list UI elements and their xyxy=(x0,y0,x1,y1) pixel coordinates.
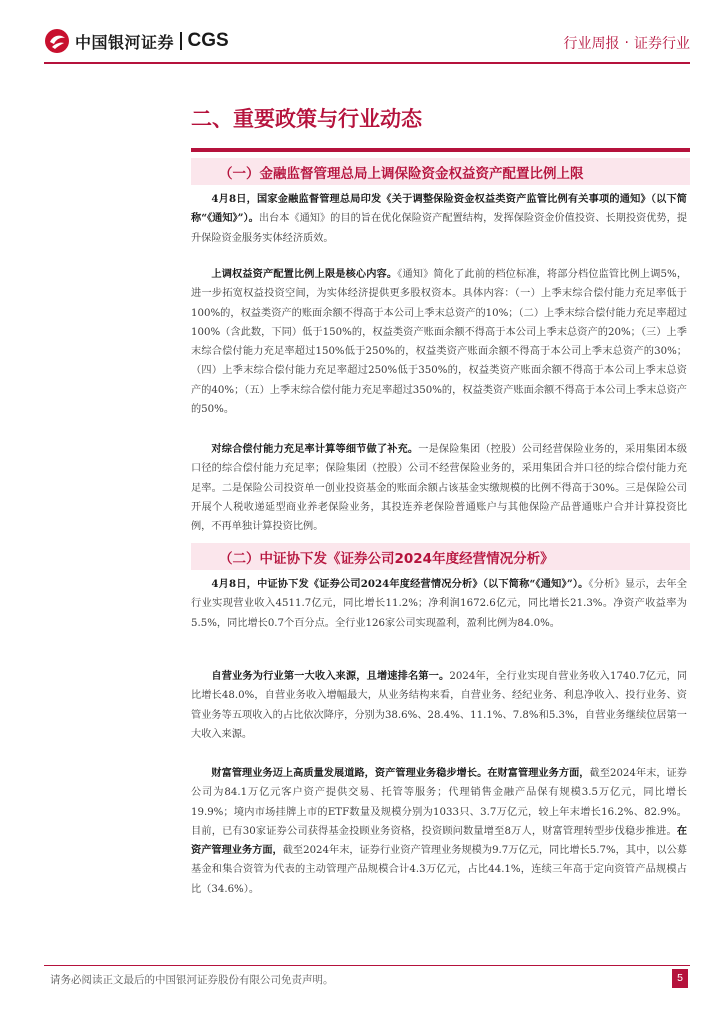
paragraph-lead: 上调权益资产配置比例上限是核心内容。 xyxy=(211,268,398,280)
category-separator: · xyxy=(624,35,629,51)
subsection-heading-text: （一）金融监督管理总局上调保险资金权益资产配置比例上限 xyxy=(219,165,584,182)
footer-disclaimer: 请务必阅读正文最后的中国银河证券股份有限公司免责声明。 xyxy=(50,974,334,986)
paragraph-lead: 对综合偿付能力充足率计算等细节做了补充。 xyxy=(211,443,419,455)
paragraph-body: 2024年，全行业实现自营业务收入1740.7亿元，同比增长48.0%，自营业务收入增幅最大，从业务结构来看，自营业务、经纪业务、利息净收入、投行业务、资管业务等五项收入的占比依次降序，分别为38.6%、28.4%、11.1%、7.8%和5.3%，自营业务继续位居第一大收入来源。 xyxy=(191,671,688,740)
paragraph-lead: 自营业务为行业第一大收入来源，且增速排名第一。 xyxy=(211,670,450,682)
paragraph-lead-secondary: 在资产管理业务方面， xyxy=(191,824,687,857)
paragraph-lead: 4月8日，国家金融监督管理总局印发《关于调整保险资金权益类资产监管比例有关事项的通知》（以下简称“《通知》”）。 xyxy=(191,193,687,225)
report-type: 行业周报 xyxy=(563,36,620,52)
paragraph xyxy=(191,575,687,633)
subsection-heading xyxy=(191,158,690,185)
paragraph xyxy=(191,265,687,419)
paragraph xyxy=(191,667,687,744)
page-header xyxy=(0,0,724,64)
company-logo xyxy=(44,26,229,56)
industry-name: 证券行业 xyxy=(634,36,690,52)
paragraph-body: 出台本《通知》的目的旨在优化保险资产配置结构，发挥保险资金价值投资、长期投资优势，提升保险资金服务实体经济质效。 xyxy=(191,213,688,244)
header-divider xyxy=(44,62,690,64)
paragraph-body: 《通知》简化了此前的档位标准，将部分档位监管比例上调5%，进一步拓宽权益投资空间，为实体经济提供更多股权资本。具体内容：（一）上季末综合偿付能力充足率低于100%的，权益类资产的账面余额不得高于本公司上季末总资产的10%；（二）上季末综合偿付能力充足率超过100%（含此数，下同）低于150%的，权益类资产账面余额不得高于本公司上季末总资产的20%；（三）上季末综合偿付能力充足率超过150%低于250%的，权益类资产账面余额不得高于本公司上季末总资产的30%；（四）上季末综合偿付能力充足率超过250%低于350%的，权益类资产账面余额不得高于本公司上季末总资产的40%；（五）上季末综合偿付能力充足率超过350%的，权益类资产账面余额不得高于本公司上季末总资产的50%。 xyxy=(191,269,688,416)
paragraph-body-secondary: 截至2024年末，证券行业资产管理业务规模为9.7万亿元，同比增长5.7%，其中，以公募基金和集合资管为代表的主动管理产品规模合计4.3万亿元，占比44.1%，连续三年高于定向资管产品规模占比（34.6%）。 xyxy=(191,845,687,895)
paragraph-body: 《分析》显示，去年全行业实现营业收入4511.7亿元，同比增长11.2%；净利润1672.6亿元，同比增长21.3%。净资产收益率为5.5%，同比增长0.7个百分点。全行业126家公司实现盈利，盈利比例为84.0%。 xyxy=(191,579,687,629)
paragraph xyxy=(191,190,687,248)
paragraph-lead: 财富管理业务迈上高质量发展道路，资产管理业务稳步增长。在财富管理业务方面， xyxy=(211,767,590,779)
logo-divider xyxy=(180,32,182,50)
page-number: 5 xyxy=(672,969,688,988)
section-title: 二、重要政策与行业动态 xyxy=(191,107,422,131)
footer-divider xyxy=(44,965,690,966)
cgs-logo-icon xyxy=(44,28,70,54)
section-title-underline xyxy=(191,148,690,152)
paragraph-body: 截至2024年末，证券公司为84.1万亿元客户资产提供交易、托管等服务；代理销售金融产品保有规模3.5万亿元，同比增长19.9%；境内市场挂牌上市的ETF数量及规模分别为1033只、3.7万亿元，较上年末增长16.2%、82.9%。目前，已有30家证券公司获得基金投顾业务资格，投资顾问数量增至8万人，财富管理转型步伐稳步推进。 xyxy=(191,768,687,837)
paragraph xyxy=(191,764,687,899)
logo-english-text: CGS xyxy=(187,30,229,51)
paragraph xyxy=(191,440,687,536)
paragraph-body: 一是保险集团（控股）公司经营保险业务的，采用集团本级口径的综合偿付能力充足率；保险集团（控股）公司不经营保险业务的，采用集团合并口径的综合偿付能力充足率。二是保险公司投资单一创业投资基金的账面余额占该基金实缴规模的比例不得高于30%。三是保险公司开展个人税收递延型商业养老保险业务，其投连养老保险普通账户与其他保险产品普通账户合并计算投资比例，不再单独计算投资比例。 xyxy=(191,444,688,533)
subsection-heading xyxy=(191,543,690,570)
paragraph-lead: 4月8日，中证协下发《证券公司2024年度经营情况分析》（以下简称“《通知》”）。 xyxy=(211,578,589,590)
subsection-heading-text: （二）中证协下发《证券公司2024年度经营情况分析》 xyxy=(219,550,554,567)
report-category xyxy=(564,33,690,53)
logo-chinese-text: 中国银河证券 xyxy=(75,32,175,52)
